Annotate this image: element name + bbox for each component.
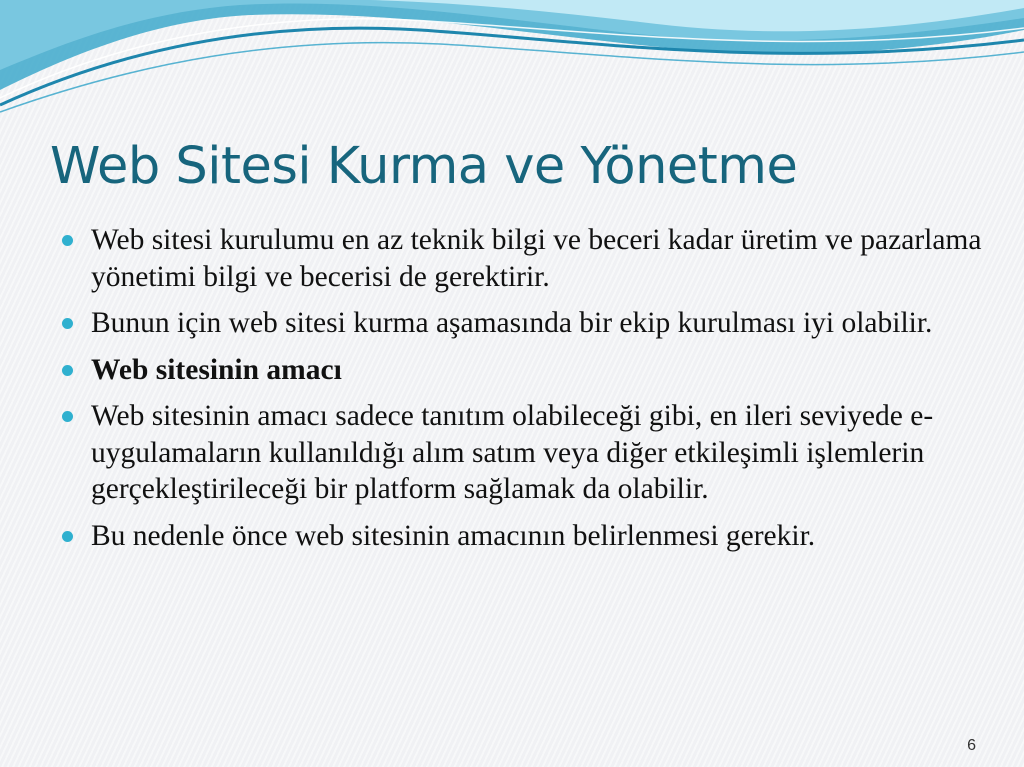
page-number: 6 (967, 737, 976, 754)
bullet-dot-icon (62, 531, 73, 542)
bullet-item (62, 305, 982, 342)
bullet-item (62, 518, 982, 555)
bullet-dot-icon (62, 318, 73, 329)
bullet-item-heading (62, 352, 982, 389)
bullet-text: Web sitesi kurulumu en az teknik bilgi ve beceri kadar üretim ve pazarlama yönetimi bilgi ve becerisi de gerektirir. (91, 224, 982, 293)
bullet-text: Bu nedenle önce web sitesinin amacının belirlenmesi gerekir. (91, 519, 816, 552)
bullet-dot-icon (62, 235, 73, 246)
header-wave-decoration (0, 0, 1024, 120)
bullet-list (62, 222, 982, 564)
bullet-item (62, 222, 982, 295)
bullet-text: Web sitesinin amacı (91, 353, 342, 386)
bullet-item (62, 398, 982, 508)
bullet-text: Web sitesinin amacı sadece tanıtım olabileceği gibi, en ileri seviyede e-uygulamaların kullanıldığı alım satım veya diğer etkileşimli işlemlerin gerçekleştirileceği bir platform sağlamak da olabilir. (91, 400, 934, 505)
bullet-dot-icon (62, 411, 73, 422)
bullet-dot-icon (62, 365, 73, 376)
bullet-text: Bunun için web sitesi kurma aşamasında bir ekip kurulması iyi olabilir. (91, 307, 933, 339)
slide-title: Web Sitesi Kurma ve Yönetme (50, 137, 798, 196)
